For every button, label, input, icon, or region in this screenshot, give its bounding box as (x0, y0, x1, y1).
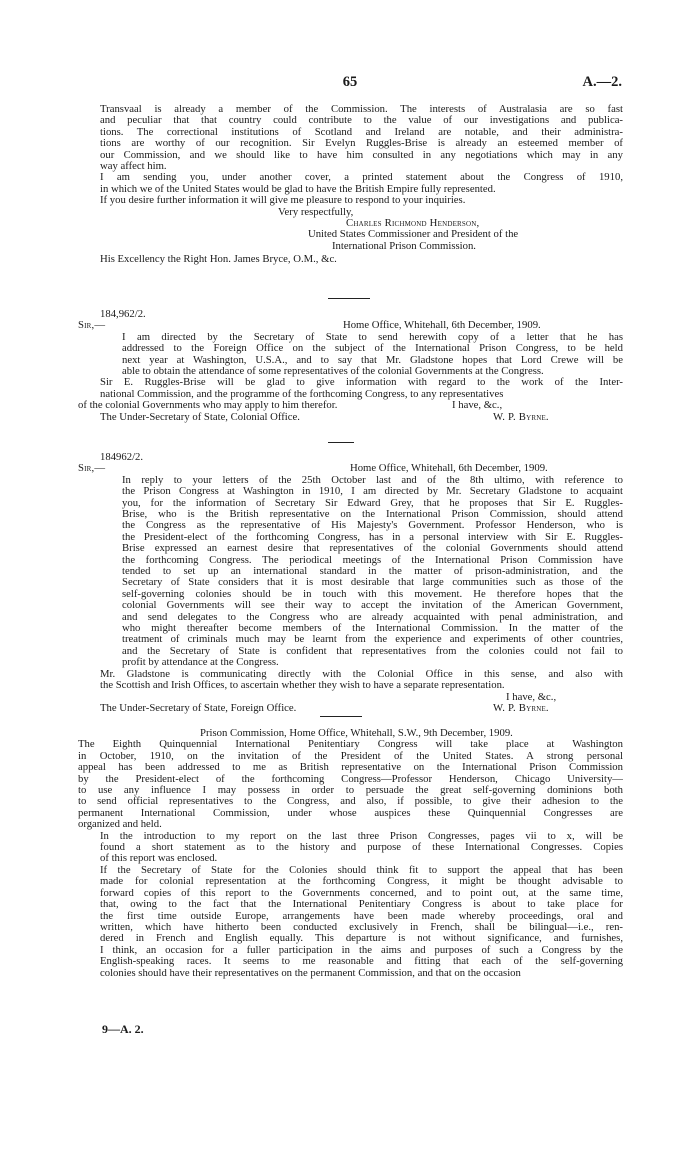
section-divider (320, 716, 362, 717)
signer-name: Charles Richmond Henderson, (346, 217, 480, 230)
place-date: Home Office, Whitehall, 6th December, 1909. (350, 462, 548, 475)
file-reference: 184962/2. (100, 451, 144, 463)
section-divider (328, 298, 370, 299)
letter-to-colonial-office (78, 309, 623, 423)
signature-mark: 9—A. 2. (102, 1022, 144, 1036)
paragraph-printed-statement: I am sending you, under another cover, a printed statement about the Congress of 1910, in which we of the United States would be glad to have the British Empire fully represented. (100, 171, 623, 195)
henderson-letter-end (78, 104, 623, 266)
addressee: The Under-Secretary of State, Colonial Office. (100, 410, 300, 423)
signer-name: W. P. Byrne. (493, 701, 549, 714)
signer-name: W. P. Byrne. (493, 410, 549, 423)
paragraph-further-information: If you desire further information it will give me pleasure to respond to your inquiries. (100, 194, 466, 207)
signer-title-line2: International Prison Commission. (332, 239, 476, 252)
paragraph-in-reply: In reply to your letters of the 25th October last and of the 8th ultimo, with reference to the Prison Congress at Washington in 1910, I am directed by Mr. Secretary Gladstone to acquaint you, for the information of Secretary Sir Edward Grey, that he proposes that Sir E. Ruggles- Brise, who is the British representative on the International Prison Commission, should attend the Congress as the representative of His Majesty's Government. Professor Henderson, who is the President-elect of the forthcoming Congress, has in a personal interview with Sir E. Ruggles- Brise expressed an earnest desire that representatives of the colonial Governments should attend the forthcoming Congress. The periodical meetings of the International Prison Commission have tended to set up an international standard in the matter of prison-administration, and the Secretary of State considers that it is most desirable that large communities such as those of the self-governing colonies should be in touch with this movement. He therefore hopes that the colonial Governments will see their way to accept the invitation of the American Government, and send delegates to the Congress who are already acquainted with penal administration, and who might thereafter become members of the International Commission. In the matter of the treatment of criminals much may be learnt from the experience and experiments of other countries, and the Secretary of State is confident that representatives from the colonies could not fail to profit by attendance at the Congress. (122, 473, 623, 669)
addressee: The Under-Secretary of State, Foreign Office. (100, 701, 297, 714)
page-number: 65 (342, 74, 358, 90)
parliamentary-reference: A.—2. (582, 74, 622, 90)
file-reference: 184,962/2. (100, 308, 146, 320)
section-divider (328, 442, 354, 443)
addressee: His Excellency the Right Hon. James Bryce, O.M., &c. (100, 253, 337, 266)
i-have: I have, &c., (506, 690, 557, 703)
paragraph-last-line: of the colonial Governments who may apply to him therefor. (78, 399, 338, 412)
paragraph-introduction: In the introduction to my report on the last three Prison Congresses, pages vii to x, will be found a short statement as to the history and purpose of these International Congresses. Copies of this report was enclosed. (100, 829, 623, 865)
closing: Very respectfully, (278, 205, 354, 218)
place-date: Home Office, Whitehall, 6th December, 1909. (343, 319, 541, 332)
paragraph-gladstone: Mr. Gladstone is communicating directly with the Colonial Office in this sense, and also with the Scottish and Irish Offices, to ascertain whether they wish to have a separate representation. (100, 667, 623, 692)
paragraph-ruggles-brise: Sir E. Ruggles-Brise will be glad to give information with regard to the work of the Inter- national Commission, and the programme of the forthcoming Congress, to any representatives (100, 376, 623, 400)
salutation: Sir,— (78, 319, 106, 332)
letter-to-foreign-office (78, 452, 623, 714)
place-date: Prison Commission, Home Office, Whitehall, S.W., 9th December, 1909. (200, 727, 513, 739)
signer-title-line1: United States Commissioner and President of the (308, 228, 519, 241)
prison-commission-memo (78, 728, 623, 979)
salutation: Sir,— (78, 462, 106, 475)
paragraph-directed: I am directed by the Secretary of State to send herewith copy of a letter that he has addressed to the Foreign Office on the subject of the International Prison Congress, to be held next year at Washington, U.S.A., and to say that Mr. Gladstone hopes that Lord Crewe will be able to obtain the attendance of some representatives of the colonial Governments at the Congress. (122, 330, 623, 378)
i-have: I have, &c., (452, 399, 503, 412)
paragraph-australasia: Transvaal is already a member of the Commission. The interests of Australasia are so fast and peculiar that that country could contribute to the value of our investigations and publica- tions. The correctional institutions of Scotland and Ireland are notable, and their administra- tions are worthy of our recognition. Sir Evelyn Ruggles-Brise is already an esteemed member of our Commission, and we should like to have him consulted in any negotiations which may in any way affect him. (100, 103, 623, 173)
paragraph-colonial-representation: If the Secretary of State for the Colonies should think fit to support the appeal that has been made for colonial representation at the forthcoming Congress, it might be thought advisable to forward copies of this report to the Governments concerned, and to point out, at the same time, that, owing to the fact that the International Penitentiary Congress is about to take place for the first time outside Europe, arrangements have been made whereby proceedings, oral and written, which have hitherto been conducted exclusively in French, shall be bilingual—i.e., ren- dered in French and English equally. This departure is not without significance, and furnishes, I think, an occasion for a fuller participation in the aims and purposes of such a Congress by the English-speaking races. It seems to me reasonable and fitting that each of the self-governing colonies should have their representatives on the permanent Commission, and that on the occasion (100, 863, 623, 979)
paragraph-eighth-congress: The Eighth Quinquennial International Penitentiary Congress will take place at Washington in October, 1910, on the invitation of the President of the United States. A strong personal appeal has been addressed to me as British representative on the International Prison Commission by the President-elect of the forthcoming Congress—Professor Henderson, Chicago University— to use any influence I may possess in order to persuade the great self-governing dominions both to send official representatives to the Congress, and also, if possible, to give their adhesion to the permanent International Commission, under whose auspices these Quinquennial Congresses are organized and held. (78, 738, 623, 831)
